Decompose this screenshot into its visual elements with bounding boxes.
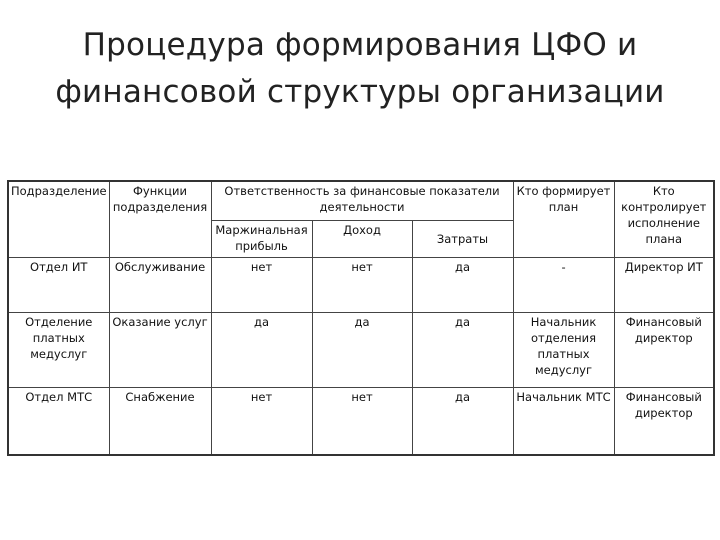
header-row-1 bbox=[8, 181, 714, 221]
header-functions: Функции подразделения bbox=[109, 181, 211, 258]
table-row bbox=[8, 388, 714, 456]
cell-former: Начальник МТС bbox=[513, 388, 614, 456]
header-responsibility: Ответственность за финансовые показатели деятельности bbox=[211, 181, 513, 221]
cell-former: - bbox=[513, 258, 614, 313]
header-plan-controller: Кто контролирует исполнение плана bbox=[614, 181, 714, 258]
header-costs: Затраты bbox=[412, 221, 513, 258]
title-line-2: финансовой структуры организации bbox=[55, 74, 665, 110]
cfo-table bbox=[7, 180, 715, 456]
cell-division: Отделение платных медуслуг bbox=[8, 313, 109, 388]
cell-income: нет bbox=[312, 258, 412, 313]
table-row bbox=[8, 313, 714, 388]
cell-function: Обслуживание bbox=[109, 258, 211, 313]
cell-margin: нет bbox=[211, 258, 312, 313]
cell-income: нет bbox=[312, 388, 412, 456]
cell-costs: да bbox=[412, 258, 513, 313]
cell-function: Оказание услуг bbox=[109, 313, 211, 388]
cell-controller: Финансовый директор bbox=[614, 388, 714, 456]
cell-former: Начальник отделения платных медуслуг bbox=[513, 313, 614, 388]
title-line-1: Процедура формирования ЦФО и bbox=[82, 27, 638, 63]
cell-margin: да bbox=[211, 313, 312, 388]
cell-costs: да bbox=[412, 388, 513, 456]
cell-function: Снабжение bbox=[109, 388, 211, 456]
table-row bbox=[8, 258, 714, 313]
cell-costs: да bbox=[412, 313, 513, 388]
header-income: Доход bbox=[312, 221, 412, 258]
cell-controller: Финансовый директор bbox=[614, 313, 714, 388]
cell-controller: Директор ИТ bbox=[614, 258, 714, 313]
header-plan-former: Кто формирует план bbox=[513, 181, 614, 258]
cell-income: да bbox=[312, 313, 412, 388]
cell-division: Отдел МТС bbox=[8, 388, 109, 456]
header-division: Подразделение bbox=[8, 181, 109, 258]
slide-title bbox=[20, 22, 700, 116]
header-margin: Маржинальная прибыль bbox=[211, 221, 312, 258]
cell-margin: нет bbox=[211, 388, 312, 456]
cell-division: Отдел ИТ bbox=[8, 258, 109, 313]
